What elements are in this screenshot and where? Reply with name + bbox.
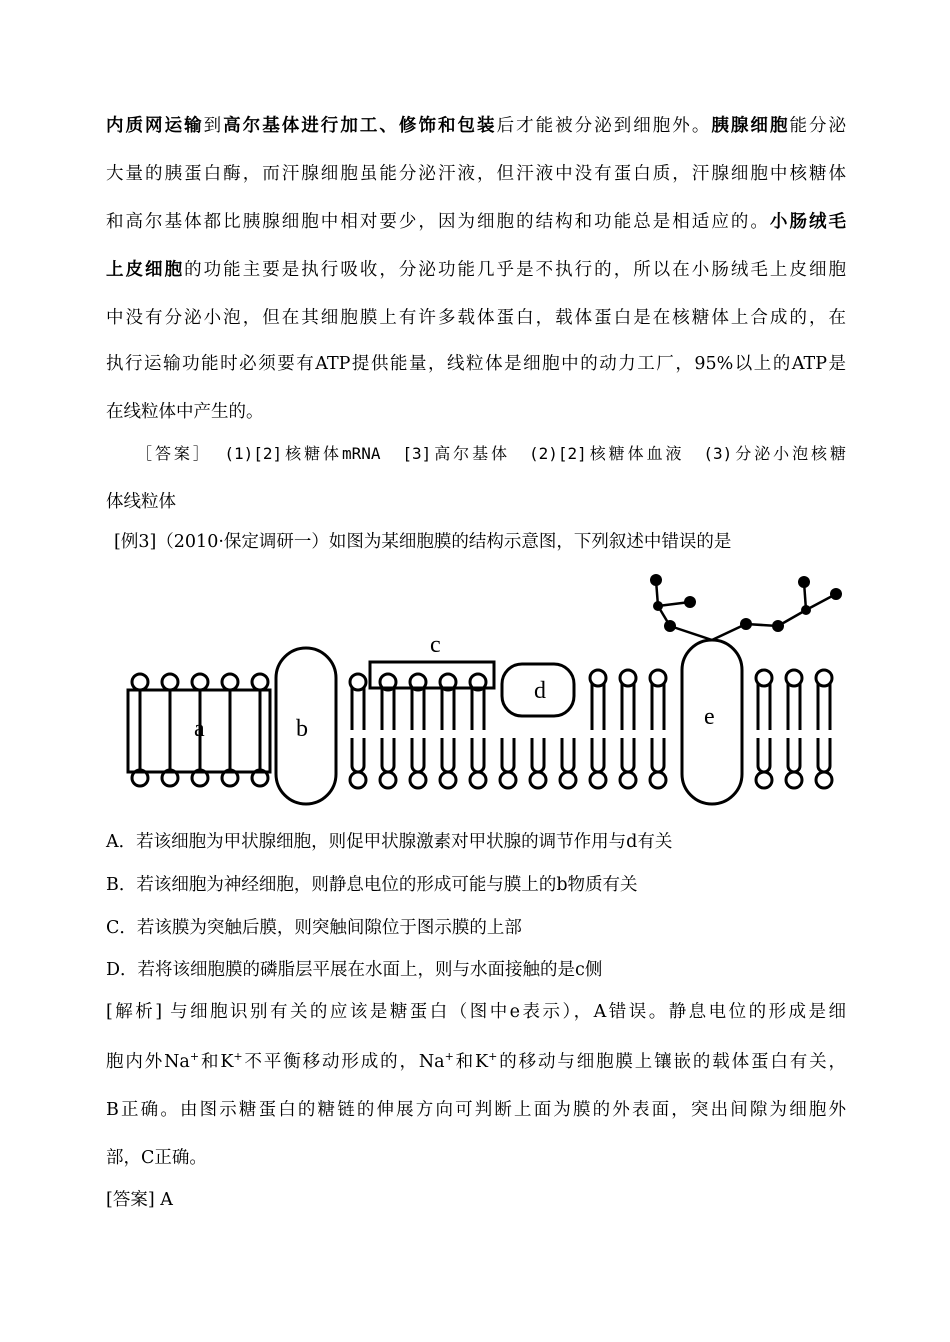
- answer1-line2: 体线粒体: [106, 492, 176, 512]
- option-c: C．若该膜为突触后膜，则突触间隙位于图示膜的上部: [106, 918, 522, 938]
- label-b: b: [296, 716, 308, 742]
- phospholipid-heads-top-left: [132, 674, 268, 690]
- label-a: a: [194, 716, 205, 742]
- analysis-line3: B正确。由图示糖蛋白的糖链的伸展方向可判断上面为膜的外表面，突出间隙为细胞外: [106, 1100, 846, 1120]
- label-e: e: [704, 704, 715, 730]
- phospholipid-heads-bottom-middle: [350, 772, 832, 788]
- option-d: D．若将该细胞膜的磷脂层平展在水面上，则与水面接触的是c侧: [106, 960, 603, 980]
- option-a: A．若该细胞为甲状腺细胞，则促甲状腺激素对甲状腺的调节作用与d有关: [106, 832, 673, 852]
- analysis-line1: [解析] 与细胞识别有关的应该是糖蛋白（图中e表示），A错误。静息电位的形成是细: [106, 1002, 846, 1022]
- analysis-line4: 部，C正确。: [106, 1148, 207, 1168]
- bold-text: 小肠绒毛: [769, 212, 847, 232]
- answer2: [答案] A: [106, 1190, 173, 1210]
- option-b: B．若该细胞为神经细胞，则静息电位的形成可能与膜上的b物质有关: [106, 875, 638, 895]
- para1-line3: 和高尔基体都比胰腺细胞中相对要少，因为细胞的结构和功能总是相适应的。小肠绒毛: [106, 212, 847, 232]
- para1-line2: 大量的胰蛋白酶，而汗腺细胞虽能分泌汗液，但汗液中没有蛋白质，汗腺细胞中核糖体: [106, 164, 846, 184]
- bold-text: 胰腺细胞: [711, 116, 790, 136]
- analysis-line2: 胞内外Na+和K+不平衡移动形成的，Na+和K+的移动与细胞膜上镶嵌的载体蛋白有关，: [106, 1050, 847, 1072]
- cell-membrane-diagram: [118, 570, 848, 820]
- answer1-line1: ［答案］ (1)[2]核糖体mRNA [3]高尔基体 (2)[2]核糖体血液 (3)分泌小泡核糖: [136, 444, 846, 463]
- label-d: d: [534, 678, 546, 704]
- para1-line6: 执行运输功能时必须要有ATP提供能量，线粒体是细胞中的动力工厂，95%以上的ATP是: [106, 354, 846, 374]
- para1-line1: 内质网运输到高尔基体进行加工、修饰和包装后才能被分泌到细胞外。胰腺细胞能分泌: [106, 116, 847, 136]
- para1-line5: 中没有分泌小泡，但在其细胞膜上有许多载体蛋白，载体蛋白是在核糖体上合成的，在: [106, 308, 846, 328]
- bold-text: 内质网运输: [106, 116, 204, 136]
- phospholipid-tails-bottom-middle: [352, 738, 830, 772]
- bold-text: 上皮细胞: [106, 260, 185, 280]
- bold-text: 高尔基体进行加工、修饰和包装: [223, 116, 497, 136]
- phospholipid-tails-top-middle: [352, 684, 830, 730]
- para1-line7: 在线粒体中产生的。: [106, 402, 264, 422]
- label-c: c: [430, 632, 441, 658]
- example-question: [例3]（2010·保定调研一）如图为某细胞膜的结构示意图，下列叙述中错误的是: [114, 532, 732, 552]
- para1-line4: 上皮细胞的功能主要是执行吸收，分泌功能几乎是不执行的，所以在小肠绒毛上皮细胞: [106, 260, 846, 280]
